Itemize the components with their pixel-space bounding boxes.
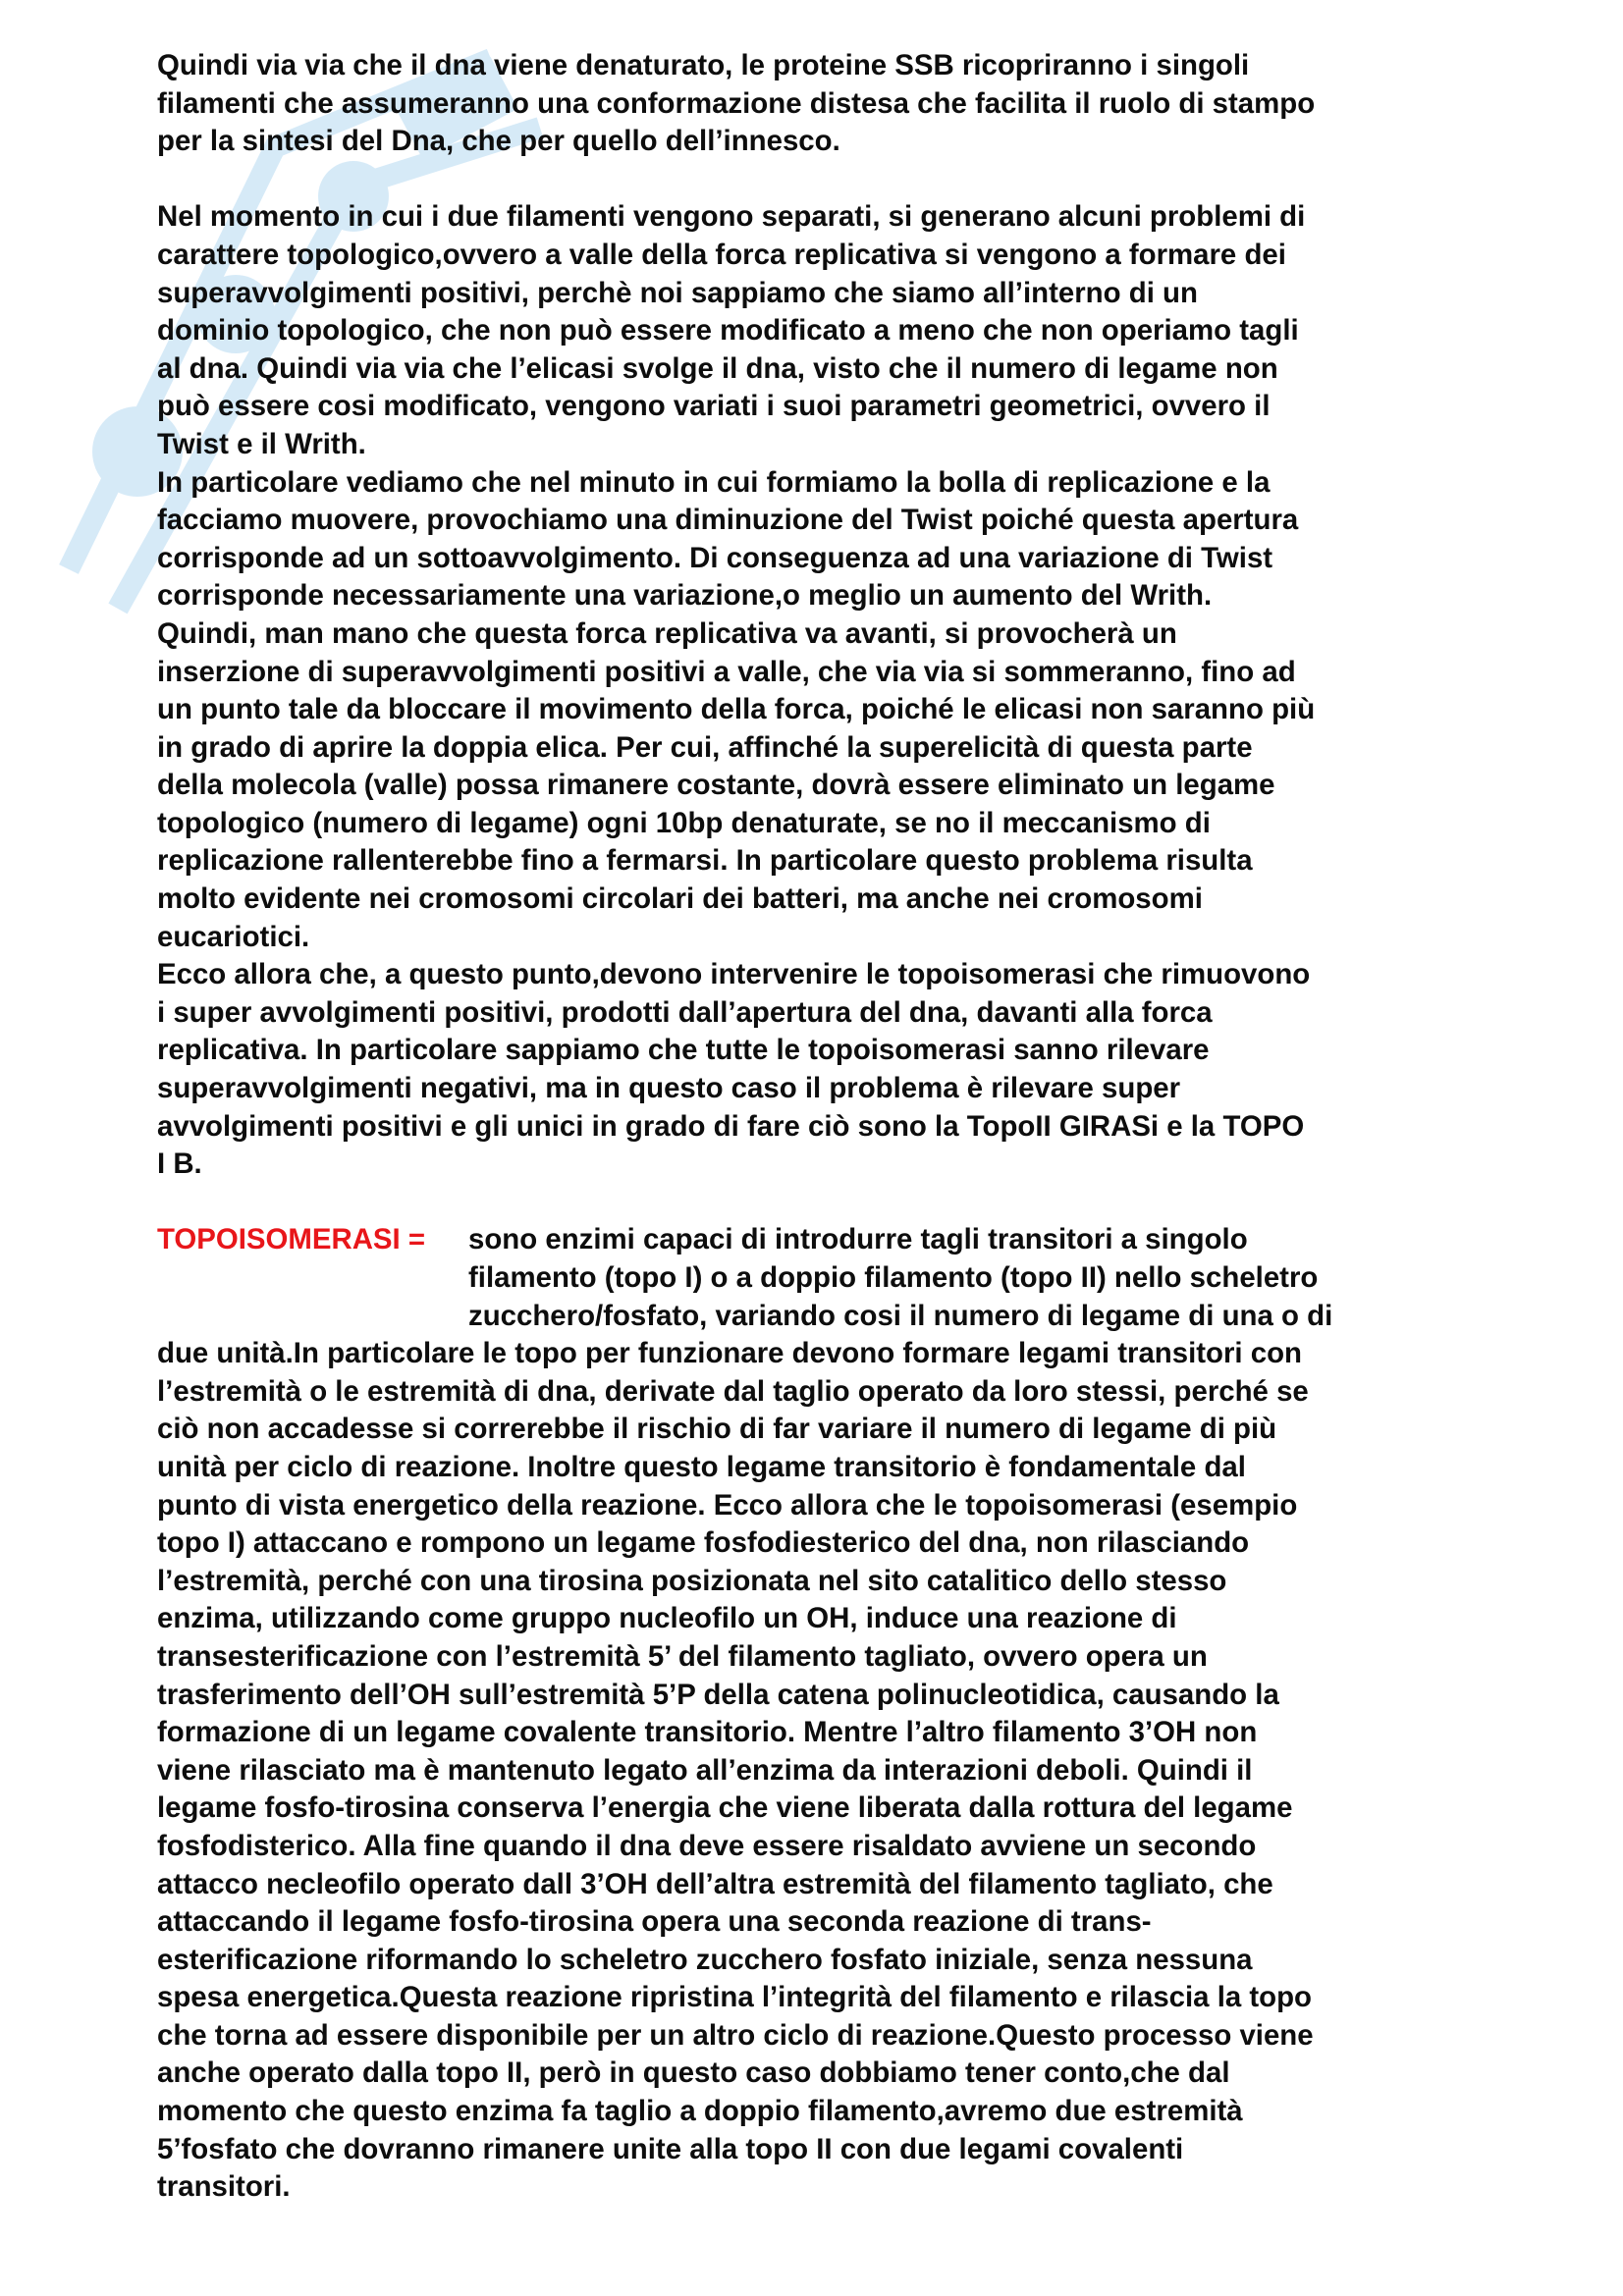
- text-line: replicativa. In particolare sappiamo che tutte le topoisomerasi sanno rilevare: [157, 1034, 1210, 1067]
- definition-header: [157, 1221, 1492, 1335]
- text-line: topologico (numero di legame) ogni 10bp denaturate, se no il meccanismo di: [157, 806, 1211, 839]
- text-line: avvolgimenti positivi e gli unici in grado di fare ciò sono la TopoII GIRASi e la TOPO: [157, 1109, 1305, 1143]
- text-line: spesa energetica.Questa reazione ripristina l’integrità del filamento e rilascia la topo: [157, 1981, 1313, 2014]
- text-line: transesterificazione con l’estremità 5’ del filamento tagliato, ovvero opera un: [157, 1639, 1208, 1673]
- definition-term: TOPOISOMERASI =: [157, 1223, 426, 1256]
- text-line: unità per ciclo di reazione. Inoltre questo legame transitorio è fondamentale dal: [157, 1450, 1246, 1483]
- text-line: carattere topologico,ovvero a valle della forca replicativa si vengono a formare dei: [157, 238, 1286, 271]
- text-line: Twist e il Writh.: [157, 427, 366, 460]
- text-line: un punto tale da bloccare il movimento della forca, poiché le elicasi non saranno più: [157, 693, 1316, 726]
- text-line: attacco necleofilo operato dall 3’OH dell’altra estremità del filamento tagliato, che: [157, 1867, 1273, 1900]
- text-line: corrisponde necessariamente una variazione,o meglio un aumento del Writh.: [157, 579, 1213, 613]
- text-line: l’estremità, perché con una tirosina posizionata nel sito catalitico dello stesso: [157, 1564, 1227, 1597]
- text-line: che torna ad essere disponibile per un altro ciclo di reazione.Questo processo viene: [157, 2018, 1314, 2052]
- text-line: topo I) attaccano e rompono un legame fosfodiesterico del dna, non rilasciando: [157, 1526, 1250, 1560]
- text-line: i super avvolgimenti positivi, prodotti dall’apertura del dna, davanti alla forca: [157, 995, 1213, 1029]
- paragraph-gap: [157, 161, 1492, 199]
- text-line: per la sintesi del Dna, che per quello dell’innesco.: [157, 125, 840, 158]
- text-line: Ecco allora che, a questo punto,devono intervenire le topoisomerasi che rimuovono: [157, 958, 1311, 991]
- paragraph-gap: [157, 1184, 1492, 1222]
- text-line: I B.: [157, 1148, 202, 1181]
- text-line: filamento (topo I) o a doppio filamento (topo II) nello scheletro: [468, 1261, 1319, 1294]
- text-line: anche operato dalla topo II, però in questo caso dobbiamo tener conto,che dal: [157, 2056, 1230, 2090]
- text-line: Quindi via via che il dna viene denaturato, le proteine SSB ricopriranno i singoli: [157, 49, 1250, 81]
- text-line: 5’fosfato che dovranno rimanere unite alla topo II con due legami covalenti: [157, 2132, 1184, 2165]
- text-line: inserzione di superavvolgimenti positivi a valle, che via via si sommeranno, fino ad: [157, 655, 1296, 688]
- text-line: In particolare vediamo che nel minuto in cui formiamo la bolla di replicazione e la: [157, 465, 1271, 499]
- text-line: enzima, utilizzando come gruppo nucleofilo un OH, induce una reazione di: [157, 1602, 1177, 1635]
- definition-indented-text: [468, 1221, 1492, 1335]
- text-line: esterificazione riformando lo scheletro zucchero fosfato iniziale, senza nessuna: [157, 1943, 1253, 1976]
- text-line: molto evidente nei cromosomi circolari dei batteri, ma anche nei cromosomi: [157, 882, 1203, 916]
- text-line: momento che questo enzima fa taglio a doppio filamento,avremo due estremità: [157, 2095, 1243, 2128]
- text-line: Quindi, man mano che questa forca replicativa va avanti, si provocherà un: [157, 616, 1177, 650]
- text-line: legame fosfo-tirosina conserva l’energia che viene liberata dalla rottura del legame: [157, 1791, 1293, 1825]
- text-line: dominio topologico, che non può essere modificato a meno che non operiamo tagli: [157, 314, 1299, 347]
- text-line: trasferimento dell’OH sull’estremità 5’P della catena polinucleotidica, causando la: [157, 1678, 1279, 1711]
- text-line: eucariotici.: [157, 920, 310, 953]
- text-line: l’estremità o le estremità di dna, derivate dal taglio operato da loro stessi, perché se: [157, 1374, 1309, 1408]
- text-line: superavvolgimenti positivi, perchè noi sappiamo che siamo all’interno di un: [157, 276, 1198, 309]
- text-line: formazione di un legame covalente transitorio. Mentre l’altro filamento 3’OH non: [157, 1716, 1258, 1749]
- text-line: superavvolgimenti negativi, ma in questo caso il problema è rilevare super: [157, 1072, 1181, 1105]
- text-line: transitori.: [157, 2170, 291, 2204]
- text-line: viene rilasciato ma è mantenuto legato all’enzima da interazioni deboli. Quindi il: [157, 1753, 1253, 1787]
- text-line: fosfodisterico. Alla fine quando il dna deve essere risaldato avviene un secondo: [157, 1829, 1257, 1862]
- text-line: può essere cosi modificato, vengono variati i suoi parametri geometrici, ovvero il: [157, 390, 1271, 423]
- text-line: della molecola (valle) possa rimanere costante, dovrà essere eliminato un legame: [157, 769, 1275, 802]
- text-line: replicazione rallenterebbe fino a fermarsi. In particolare questo problema risulta: [157, 844, 1253, 878]
- text-line: zucchero/fosfato, variando cosi il numero di legame di una o di: [468, 1299, 1333, 1332]
- document-page: [157, 47, 1492, 2207]
- text-line: in grado di aprire la doppia elica. Per cui, affinché la superelicità di questa parte: [157, 730, 1253, 764]
- text-line: Nel momento in cui i due filamenti vengono separati, si generano alcuni problemi di: [157, 200, 1306, 234]
- text-line: punto di vista energetico della reazione. Ecco allora che le topoisomerasi (esempio: [157, 1488, 1298, 1522]
- text-line: attaccando il legame fosfo-tirosina opera una seconda reazione di trans-: [157, 1905, 1152, 1939]
- paragraph-topology: [157, 198, 1492, 1183]
- text-line: corrisponde ad un sottoavvolgimento. Di conseguenza ad una variazione di Twist: [157, 541, 1273, 574]
- text-line: facciamo muovere, provochiamo una diminuzione del Twist poiché questa apertura: [157, 504, 1299, 537]
- text-line: sono enzimi capaci di introdurre tagli transitori a singolo: [468, 1223, 1248, 1256]
- paragraph-ssb: [157, 47, 1492, 161]
- text-line: due unità.In particolare le topo per funzionare devono formare legami transitori con: [157, 1337, 1303, 1370]
- definition-continuation: [157, 1335, 1492, 2207]
- text-line: filamenti che assumeranno una conformazione distesa che facilita il ruolo di stampo: [157, 86, 1316, 120]
- text-line: ciò non accadesse si correrebbe il rischio di far variare il numero di legame di più: [157, 1413, 1277, 1446]
- text-line: al dna. Quindi via via che l’elicasi svolge il dna, visto che il numero di legame non: [157, 351, 1278, 385]
